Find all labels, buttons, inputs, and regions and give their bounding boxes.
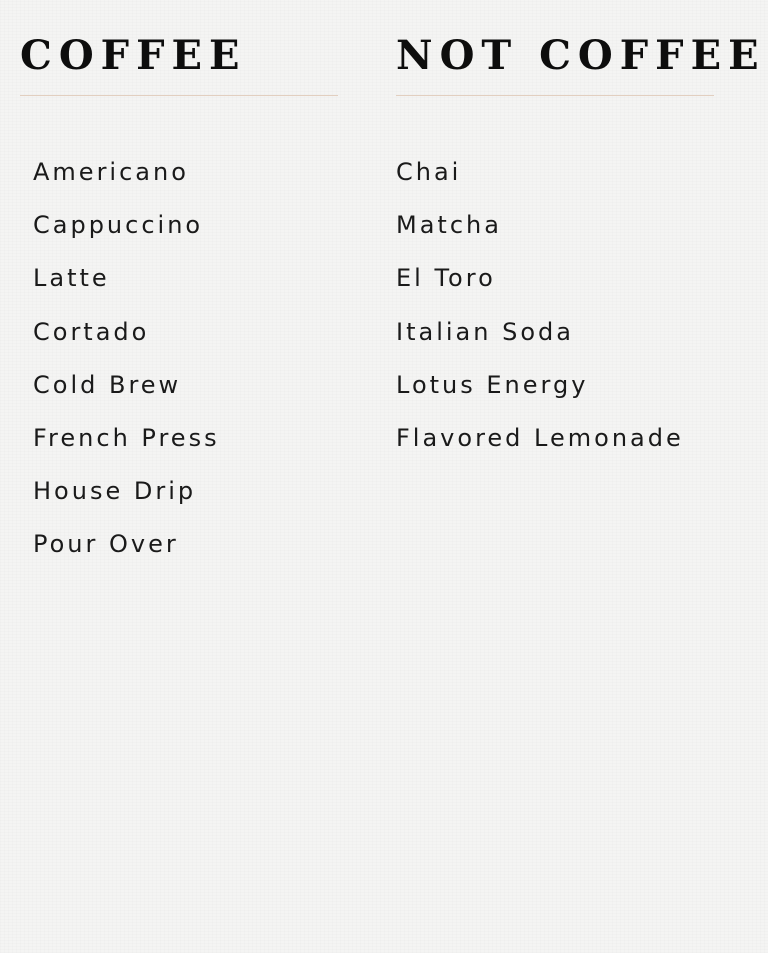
not-coffee-divider: [396, 95, 714, 96]
not-coffee-item-chai: Chai: [396, 158, 462, 186]
coffee-item-cortado: Cortado: [33, 317, 150, 346]
coffee-item-house-drip: House Drip: [33, 477, 197, 506]
coffee-heading: COFFEE: [20, 32, 247, 79]
not-coffee-item-italian-soda: Italian Soda: [396, 317, 574, 346]
not-coffee-list: [396, 152, 684, 471]
coffee-item-latte: Latte: [33, 264, 110, 293]
coffee-item-french-press: French Press: [33, 423, 220, 452]
coffee-divider: [20, 95, 338, 96]
not-coffee-column: [396, 0, 766, 452]
coffee-list: [33, 152, 220, 578]
not-coffee-item-flavored-lemonade: Flavored Lemonade: [396, 423, 684, 452]
coffee-item-cold-brew: Cold Brew: [33, 370, 182, 399]
not-coffee-item-lotus-energy: Lotus Energy: [396, 370, 589, 399]
coffee-item-americano: Americano: [33, 158, 189, 186]
coffee-column: [20, 0, 338, 559]
not-coffee-item-el-toro: El Toro: [396, 264, 496, 293]
not-coffee-heading: NOT COFFEE: [396, 32, 766, 79]
coffee-item-pour-over: Pour Over: [33, 530, 179, 559]
not-coffee-item-matcha: Matcha: [396, 211, 502, 240]
coffee-item-cappuccino: Cappuccino: [33, 211, 204, 240]
